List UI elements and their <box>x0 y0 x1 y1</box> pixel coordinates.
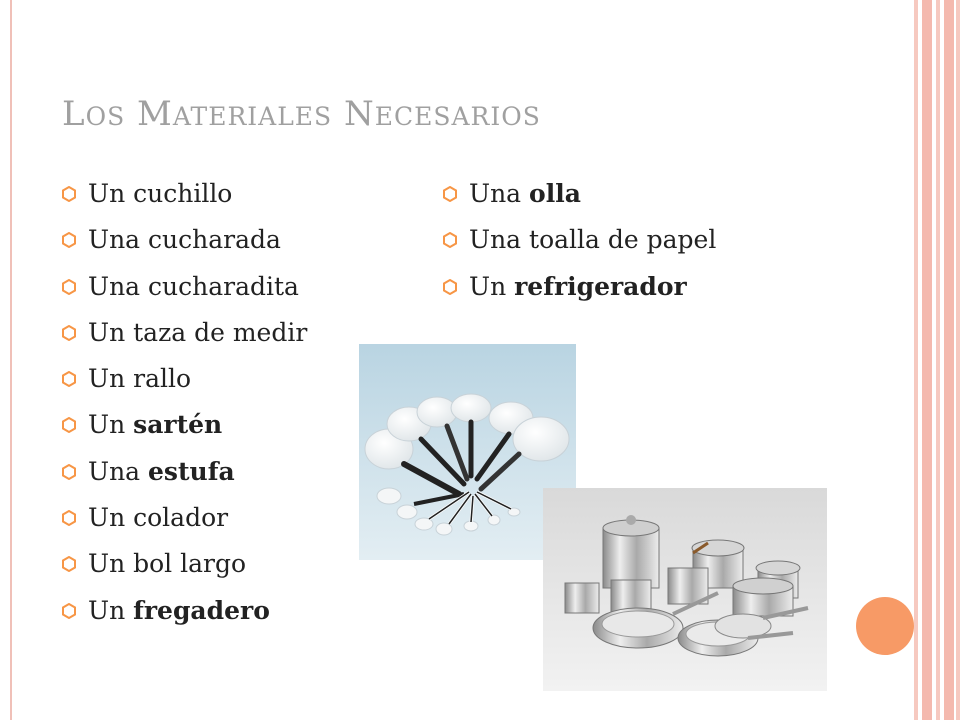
hexagon-bullet-icon <box>62 371 76 387</box>
hexagon-bullet-icon <box>62 510 76 526</box>
title-word-1: LOS <box>62 94 126 134</box>
right-bullet-list <box>443 180 716 319</box>
list-item-text: Una toalla de papel <box>469 225 717 255</box>
cookware-set-photo <box>543 488 827 691</box>
list-item-text: Una <box>469 179 530 208</box>
hexagon-bullet-icon <box>62 603 76 619</box>
list-item-text: Un taza de medir <box>88 317 308 347</box>
list-item <box>443 226 716 272</box>
hexagon-bullet-icon <box>62 464 76 480</box>
list-item <box>62 365 307 411</box>
hexagon-bullet-icon <box>62 279 76 295</box>
list-item <box>62 458 307 504</box>
list-item-bold-text: estufa <box>148 456 235 486</box>
list-item-text: Un bol largo <box>88 549 247 579</box>
list-item <box>62 273 307 319</box>
hexagon-bullet-icon <box>443 186 457 202</box>
left-bullet-list <box>62 180 307 643</box>
list-item-bold-text: refrigerador <box>514 271 687 301</box>
list-item-text: Un colador <box>88 503 229 533</box>
hexagon-bullet-icon <box>62 325 76 341</box>
list-item-bold-text: fregadero <box>133 595 270 625</box>
list-item <box>443 180 716 226</box>
title-word-2: MATERIALES <box>137 94 333 134</box>
list-item <box>62 319 307 365</box>
list-item <box>62 504 307 550</box>
hexagon-bullet-icon <box>62 232 76 248</box>
hexagon-bullet-icon <box>62 186 76 202</box>
slide-title <box>62 94 541 134</box>
list-item <box>62 597 307 643</box>
hexagon-bullet-icon <box>443 232 457 248</box>
list-item-text: Una <box>88 456 149 486</box>
list-item-text: Un <box>469 271 515 301</box>
list-item-text: Una cucharadita <box>88 271 299 301</box>
hexagon-bullet-icon <box>62 556 76 572</box>
list-item-bold-text: olla <box>529 179 581 208</box>
list-item-text: Un <box>88 595 134 625</box>
hexagon-bullet-icon <box>443 279 457 295</box>
left-border-line <box>10 0 12 720</box>
list-item <box>62 550 307 596</box>
list-item <box>62 226 307 272</box>
title-word-3: NECESARIOS <box>344 94 541 134</box>
list-item <box>443 273 716 319</box>
hexagon-bullet-icon <box>62 417 76 433</box>
right-decorative-stripes <box>914 0 960 720</box>
list-item-text: Un cuchillo <box>88 179 233 208</box>
list-item <box>62 180 307 226</box>
list-item-text: Una cucharada <box>88 225 281 255</box>
orange-circle-decoration <box>856 597 914 655</box>
list-item-bold-text: sartén <box>133 410 223 440</box>
list-item-text: Un rallo <box>88 364 192 394</box>
list-item <box>62 411 307 457</box>
list-item-text: Un <box>88 410 134 440</box>
